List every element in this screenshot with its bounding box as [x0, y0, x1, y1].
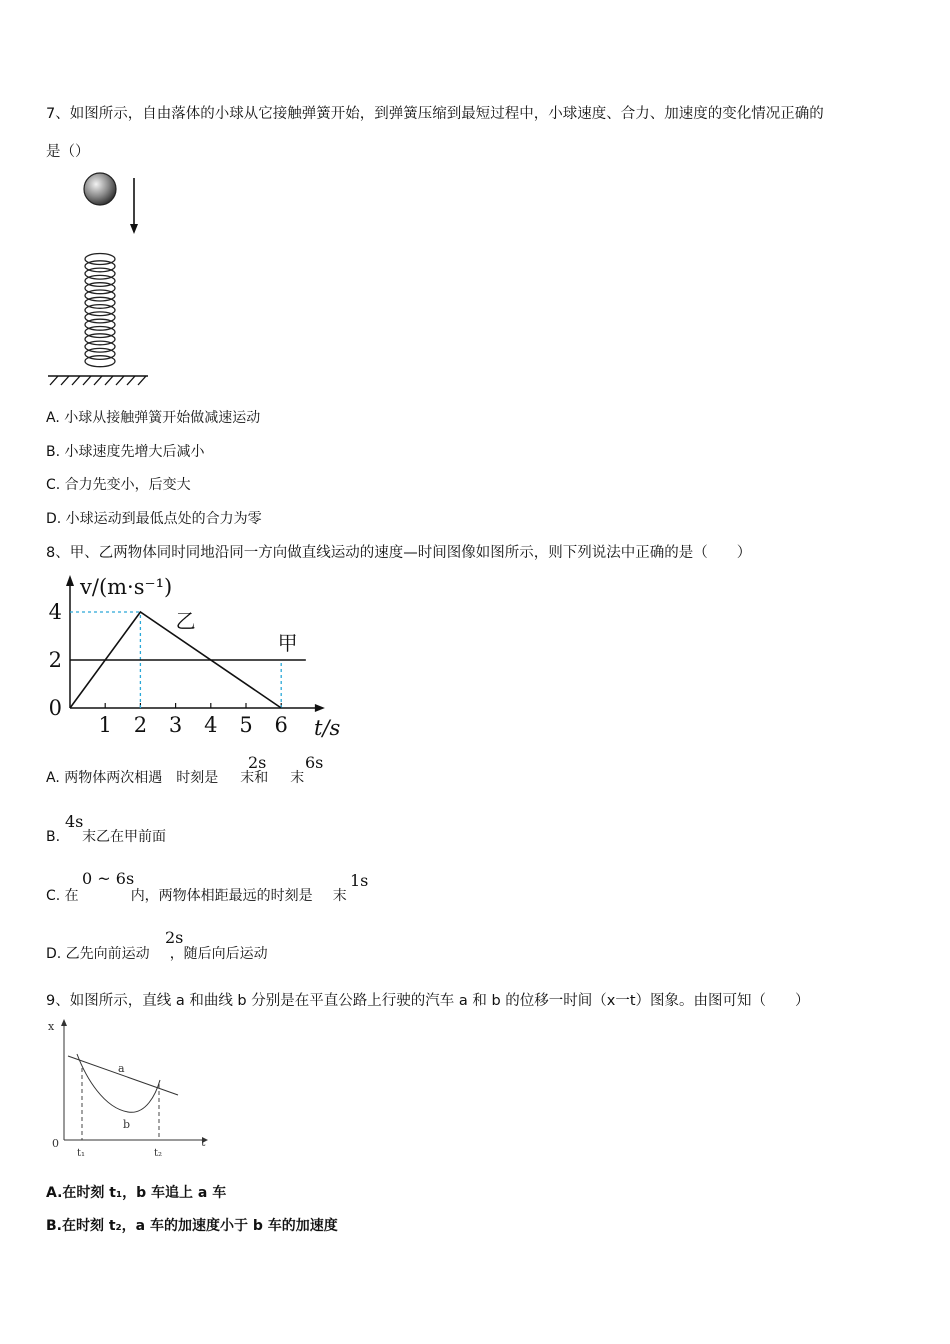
series-b-label: b [123, 1118, 131, 1131]
q7-option-d: D. 小球运动到最低点处的合力为零 [46, 511, 262, 527]
q9-option-b: B.在时刻 t₂，a 车的加速度小于 b 车的加速度 [46, 1218, 338, 1234]
q9-xt-chart [44, 1016, 214, 1164]
q8-option-d-time: 2s [165, 928, 184, 947]
ground-hatch-line [50, 376, 58, 385]
q8-option-a-time1: 2s [248, 753, 267, 772]
y-tick-label: 0 [48, 696, 62, 720]
ground-hatch-line [72, 376, 80, 385]
q8-stem: 8、甲、乙两物体同时同地沿同一方向做直线运动的速度—时间图像如图所示，则下列说法中正确的是（ ） [46, 545, 752, 561]
y-axis-label: v/(m·s⁻¹) [80, 575, 173, 599]
q8-option-c: C. 在 内，两物体相距最远的时刻是 末 [46, 888, 347, 904]
x-tick-label: 5 [239, 713, 253, 737]
x-axis-label: t [201, 1136, 206, 1149]
t2-label: t₂ [154, 1148, 163, 1159]
q9-option-a: A.在时刻 t₁，b 车追上 a 车 [46, 1185, 227, 1201]
ground-hatch-line [116, 376, 124, 385]
q8-option-c-time: 1s [350, 871, 369, 890]
x-tick-label: 4 [204, 713, 218, 737]
y-axis-arrow [66, 575, 74, 586]
q9-stem: 9、如图所示，直线 a 和曲线 b 分别是在平直公路上行驶的汽车 a 和 b 的位移一时间（x一t）图象。由图可知（ ） [46, 993, 810, 1009]
q8-option-b: B. 末乙在甲前面 [46, 829, 167, 845]
q8-option-c-interval: 0 ~ 6s [82, 869, 135, 888]
q7-stem-line2: 是（） [46, 144, 90, 160]
spring-coil [85, 356, 115, 367]
series-yi-label: 乙 [175, 609, 196, 633]
ground-hatch [50, 376, 146, 385]
x-axis-label: t/s [314, 716, 341, 740]
ground-hatch-line [105, 376, 113, 385]
q7-stem-line1: 7、如图所示，自由落体的小球从它接触弹簧开始，到弹簧压缩到最短过程中，小球速度、合力、加速度的变化情况正确的 [46, 106, 824, 122]
q7-option-a: A. 小球从接触弹簧开始做减速运动 [46, 410, 261, 426]
x-tick-label: 6 [274, 713, 288, 737]
ground-hatch-line [127, 376, 135, 385]
x-axis-arrow [315, 704, 325, 712]
q7-spring-figure [44, 168, 154, 390]
x-tick-label: 2 [133, 713, 148, 737]
q8-option-b-time: 4s [65, 812, 84, 831]
x-tick-label: 3 [168, 713, 183, 737]
ground-hatch-line [83, 376, 91, 385]
ball [84, 173, 116, 205]
q7-option-c: C. 合力先变小，后变大 [46, 477, 191, 493]
x-tick-label: 1 [98, 713, 112, 737]
q8-option-a-time2: 6s [305, 753, 324, 772]
ground-hatch-line [94, 376, 102, 385]
series-jia-label: 甲 [277, 631, 298, 655]
ground-hatch-line [61, 376, 69, 385]
q8-option-a: A. 两物体两次相遇 时刻是 末和 末 [46, 770, 305, 786]
ground-hatch-line [138, 376, 146, 385]
q8-option-d: D. 乙先向前运动 ，随后向后运动 [46, 946, 268, 962]
series-a-label: a [118, 1062, 125, 1075]
y-tick-label: 2 [48, 648, 62, 672]
q8-vt-chart [40, 570, 350, 745]
y-axis-label: x [48, 1020, 55, 1033]
t1-label: t₁ [77, 1148, 86, 1159]
origin-label: 0 [52, 1137, 59, 1150]
q7-option-b: B. 小球速度先增大后减小 [46, 444, 205, 460]
y-tick-label: 4 [48, 600, 62, 624]
spring-coils [85, 254, 115, 367]
